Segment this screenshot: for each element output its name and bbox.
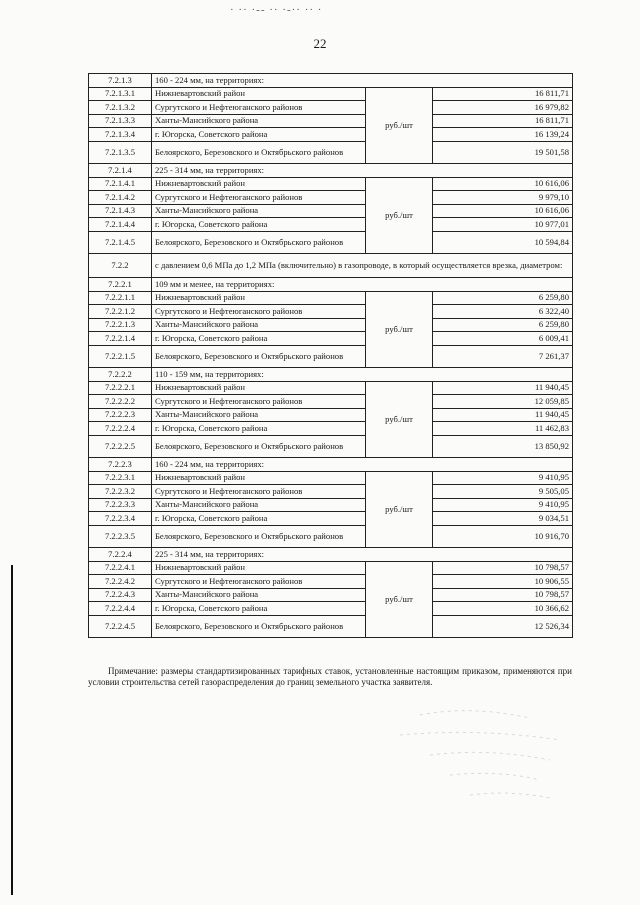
table-row [89,615,573,638]
row-label: 110 - 159 мм, на территориях: [152,368,573,382]
row-code: 7.2.1.3.4 [89,128,152,142]
tariff-value: 16 811,71 [433,87,573,101]
row-label: 109 мм и менее, на территориях: [152,278,573,292]
table-row [89,498,573,512]
table-row [89,177,573,191]
table-row [89,395,573,409]
row-code: 7.2.2.1.2 [89,305,152,319]
row-code: 7.2.2.1.1 [89,291,152,305]
row-label: Ханты-Мансийского района [152,408,366,422]
tariff-value: 6 322,40 [433,305,573,319]
table-row [89,525,573,548]
table-row [89,602,573,616]
row-label: Белоярского, Березовского и Октябрьского районов [152,231,366,254]
row-code: 7.2.1.4.4 [89,218,152,232]
scan-artifact: · ·· ·‑‑ ·· ·‑·· ·· · [230,4,323,16]
tariff-value: 9 979,10 [433,191,573,205]
row-code: 7.2.2.4.1 [89,561,152,575]
row-label: Ханты-Мансийского района [152,318,366,332]
scan-margin-line [11,565,13,895]
row-label: 225 - 314 мм, на территориях: [152,548,573,562]
row-label: 160 - 224 мм, на территориях: [152,458,573,472]
tariff-value: 10 798,57 [433,561,573,575]
row-label: Сургутского и Нефтеюганского районов [152,101,366,115]
tariff-value: 7 261,37 [433,345,573,368]
table-row [89,128,573,142]
row-label: Белоярского, Березовского и Октябрьского районов [152,345,366,368]
row-label: г. Югорска, Советского района [152,218,366,232]
row-code: 7.2.2.1.3 [89,318,152,332]
row-label: Нижневартовский район [152,471,366,485]
tariff-value: 10 916,70 [433,525,573,548]
tariff-value: 11 940,45 [433,381,573,395]
row-label: г. Югорска, Советского района [152,602,366,616]
table-row [89,114,573,128]
row-label: Сургутского и Нефтеюганского районов [152,485,366,499]
tariff-value: 10 798,57 [433,588,573,602]
row-code: 7.2.2.1 [89,278,152,292]
row-code: 7.2.1.4.5 [89,231,152,254]
table-row [89,204,573,218]
tariff-value: 6 009,41 [433,332,573,346]
tariff-value: 9 505,05 [433,485,573,499]
table-row [89,305,573,319]
tariff-table [88,73,573,638]
row-label: г. Югорска, Советского района [152,422,366,436]
tariff-value: 16 811,71 [433,114,573,128]
row-label: Нижневартовский район [152,291,366,305]
row-code: 7.2.2.4.4 [89,602,152,616]
tariff-value: 11 462,83 [433,422,573,436]
tariff-value: 9 410,95 [433,471,573,485]
row-label: Ханты-Мансийского района [152,498,366,512]
tariff-value: 9 034,51 [433,512,573,526]
unit-cell: руб./шт [366,471,433,548]
row-label: г. Югорска, Советского района [152,512,366,526]
row-code: 7.2.2 [89,254,152,278]
row-code: 7.2.1.3.1 [89,87,152,101]
row-label: с давлением 0,6 МПа до 1,2 МПа (включительно) в газопроводе, в который осуществляется врезка, диаметром: [152,254,573,278]
row-code: 7.2.2.4 [89,548,152,562]
row-code: 7.2.2.3.2 [89,485,152,499]
tariff-value: 9 410,95 [433,498,573,512]
row-label: Нижневартовский район [152,177,366,191]
row-code: 7.2.1.3.2 [89,101,152,115]
tariff-table-body [89,74,573,638]
tariff-value: 11 940,45 [433,408,573,422]
faded-signature-stamp [380,700,580,810]
table-row [89,561,573,575]
tariff-value: 10 906,55 [433,575,573,589]
table-row [89,435,573,458]
row-label: Ханты-Мансийского района [152,204,366,218]
table-row [89,575,573,589]
table-row [89,74,573,88]
row-code: 7.2.1.3.5 [89,141,152,164]
row-label: Нижневартовский район [152,561,366,575]
row-label: Сургутского и Нефтеюганского районов [152,575,366,589]
unit-cell: руб./шт [366,87,433,164]
table-row [89,422,573,436]
table-row [89,471,573,485]
tariff-value: 12 526,34 [433,615,573,638]
row-code: 7.2.2.2.4 [89,422,152,436]
tariff-value: 10 594,84 [433,231,573,254]
unit-cell: руб./шт [366,381,433,458]
table-row [89,101,573,115]
row-code: 7.2.1.4 [89,164,152,178]
table-row [89,191,573,205]
tariff-value: 10 366,62 [433,602,573,616]
table-row [89,548,573,562]
row-code: 7.2.2.2.3 [89,408,152,422]
table-row [89,381,573,395]
row-code: 7.2.2.3 [89,458,152,472]
row-code: 7.2.2.2.5 [89,435,152,458]
row-code: 7.2.1.4.1 [89,177,152,191]
row-code: 7.2.2.2.2 [89,395,152,409]
row-code: 7.2.2.4.2 [89,575,152,589]
tariff-value: 6 259,80 [433,318,573,332]
table-row [89,368,573,382]
table-row [89,512,573,526]
tariff-value: 12 059,85 [433,395,573,409]
table-row [89,141,573,164]
table-row [89,318,573,332]
table-row [89,254,573,278]
tariff-value: 10 977,01 [433,218,573,232]
row-code: 7.2.2.1.4 [89,332,152,346]
tariff-value: 10 616,06 [433,177,573,191]
row-code: 7.2.2.3.5 [89,525,152,548]
row-code: 7.2.2.4.3 [89,588,152,602]
row-label: Ханты-Мансийского района [152,114,366,128]
row-label: Белоярского, Березовского и Октябрьского районов [152,615,366,638]
tariff-value: 19 501,58 [433,141,573,164]
table-row [89,332,573,346]
row-code: 7.2.1.3 [89,74,152,88]
row-code: 7.2.1.4.3 [89,204,152,218]
unit-cell: руб./шт [366,291,433,368]
footnote: Примечание: размеры стандартизированных тарифных ставок, установленные настоящим приказом, применяются при условии строительства сетей газораспределения до границ земельного участка заявителя. [88,666,572,688]
table-row [89,588,573,602]
row-label: 160 - 224 мм, на территориях: [152,74,573,88]
row-label: Нижневартовский район [152,381,366,395]
row-code: 7.2.1.4.2 [89,191,152,205]
row-code: 7.2.2.3.4 [89,512,152,526]
table-row [89,345,573,368]
table-row [89,164,573,178]
row-label: Ханты-Мансийского района [152,588,366,602]
row-label: 225 - 314 мм, на территориях: [152,164,573,178]
tariff-value: 13 850,92 [433,435,573,458]
unit-cell: руб./шт [366,177,433,254]
row-label: Белоярского, Березовского и Октябрьского районов [152,141,366,164]
row-code: 7.2.1.3.3 [89,114,152,128]
row-label: Нижневартовский район [152,87,366,101]
row-code: 7.2.2.3.1 [89,471,152,485]
row-code: 7.2.2.3.3 [89,498,152,512]
tariff-value: 16 139,24 [433,128,573,142]
row-code: 7.2.2.2.1 [89,381,152,395]
page-number: 22 [313,36,327,51]
table-row [89,291,573,305]
row-label: Белоярского, Березовского и Октябрьского районов [152,525,366,548]
row-label: г. Югорска, Советского района [152,128,366,142]
table-row [89,408,573,422]
row-label: Белоярского, Березовского и Октябрьского районов [152,435,366,458]
table-row [89,231,573,254]
row-label: Сургутского и Нефтеюганского районов [152,191,366,205]
table-row [89,278,573,292]
table-row [89,87,573,101]
table-row [89,485,573,499]
row-label: Сургутского и Нефтеюганского районов [152,395,366,409]
table-row [89,218,573,232]
tariff-value: 16 979,82 [433,101,573,115]
row-label: г. Югорска, Советского района [152,332,366,346]
row-code: 7.2.2.1.5 [89,345,152,368]
tariff-value: 10 616,06 [433,204,573,218]
tariff-value: 6 259,80 [433,291,573,305]
row-code: 7.2.2.4.5 [89,615,152,638]
row-code: 7.2.2.2 [89,368,152,382]
table-row [89,458,573,472]
unit-cell: руб./шт [366,561,433,638]
row-label: Сургутского и Нефтеюганского районов [152,305,366,319]
